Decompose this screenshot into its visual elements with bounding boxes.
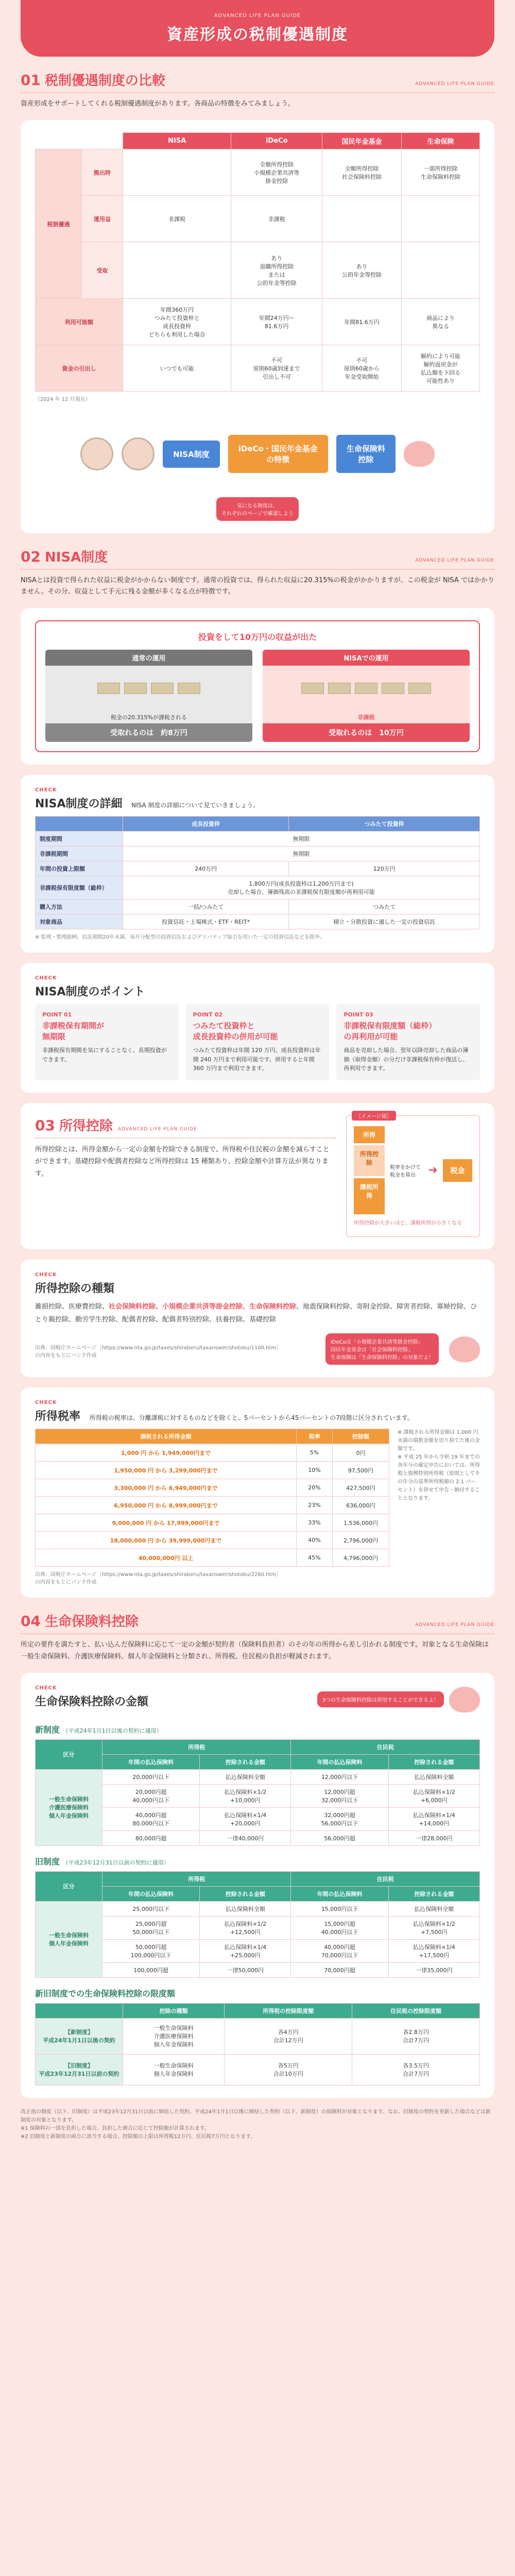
deduction-card	[21, 1103, 494, 1249]
section-title: NISA制度	[44, 550, 108, 566]
cell: 全額所得控除 社会保険料控除	[322, 149, 402, 196]
limit-table	[35, 2003, 480, 2086]
section-number: 04	[21, 1613, 41, 1630]
point-desc: 非課税保有期間を気にすることなく、長期投資ができます。	[42, 1047, 167, 1063]
cell: あり 退職所得控除 または 公的年金等控除	[231, 242, 322, 299]
col-kokumin: 国民年金基金	[322, 133, 402, 149]
cell: 不可 原則60歳到達まで 引出し不可	[231, 345, 322, 392]
cell: 払込保険料×1/2 +6,000円	[388, 1784, 479, 1807]
cell: 3,300,000 円 から 6,949,000円まで	[36, 1479, 297, 1497]
subsection-title	[35, 795, 480, 811]
cell: 商品により 異なる	[401, 299, 479, 345]
subsection-title: 生命保険料控除の金額	[35, 1695, 149, 1708]
col-ideco: iDeCo	[231, 133, 322, 149]
life-insurance-link-button[interactable]: 生命保険料 控除	[336, 435, 396, 473]
bill-icon	[382, 683, 404, 694]
point-number: POINT 01	[42, 1011, 72, 1019]
point-number: POINT 02	[193, 1011, 223, 1019]
nisa-link-button[interactable]: NISA制度	[163, 440, 220, 468]
subsection-subtitle: NISA 制度の詳細について見ていきましょう。	[131, 802, 260, 809]
cell: 20,000円超 40,000円以下	[102, 1784, 200, 1807]
cell: あり 公的年金等控除	[322, 242, 402, 299]
col-head-blank	[36, 2003, 123, 2018]
cell	[322, 196, 402, 242]
point-card	[186, 1004, 330, 1080]
col-seimei: 生命保険	[401, 133, 479, 149]
cell: 40,000円超 70,000円以下	[291, 1939, 388, 1962]
kinds-highlight: 社会保険料控除、小規模企業共済等掛金控除、生命保険料控除	[109, 1303, 297, 1311]
subsection-title: NISA制度のポイント	[35, 986, 145, 999]
cell: 各4万円 合計12万円	[225, 2018, 352, 2054]
point-desc: つみたて投資枠は年間 120 万円、成長投資枠は年間 240 万円まで利用可能です。併用すると年間 360 万円まで利用できます。	[193, 1047, 321, 1072]
normal-head: 通常の運用	[45, 650, 252, 666]
new-system-subtitle: （平成24年1月1日以後の契約に適用）	[62, 1727, 162, 1734]
life-insurance-card	[21, 1673, 494, 2098]
cell: 1,536,000円	[333, 1514, 389, 1532]
section-02-header	[21, 547, 494, 570]
old-system-title	[35, 1855, 480, 1867]
cell: 一律40,000円	[200, 1831, 291, 1845]
kinds-text-a: 雑損控除、医療費控除、	[35, 1303, 109, 1311]
cell: 各5万円 合計10万円	[225, 2054, 352, 2085]
cell: 25,000円超 50,000円以下	[102, 1916, 200, 1939]
kinds-source: 出典：国税庁ホームページ［https://www.nta.go.jp/taxes/shiraberu/taxanswer/shotoku/1100.htm］ の内容をもとにバンク作成	[35, 1345, 282, 1359]
point-number: POINT 03	[344, 1011, 373, 1019]
cell: 無期限	[123, 846, 480, 861]
cell: 一律35,000円	[388, 1962, 479, 1977]
cell: 払込保険料全額	[388, 1901, 479, 1916]
cell: 240万円	[123, 861, 289, 876]
old-system-table	[35, 1871, 480, 1978]
point-desc: 商品を売却した場合、翌年以降売却した商品の簿価（取得金額）の分だけ非課税保有枠が復活し、再利用できます。	[344, 1047, 469, 1072]
top-banner	[21, 0, 494, 57]
compare-title: 投資をして10万円の収益が出た	[198, 632, 317, 642]
cell: 1,950,000 円 から 3,299,000円まで	[36, 1462, 297, 1479]
bill-icon	[151, 683, 174, 694]
limit-title: 新旧制度での生命保険料控除の限度額	[35, 1988, 176, 1998]
nisa-head: NISAでの運用	[263, 650, 470, 666]
bill-icon	[328, 683, 351, 694]
col-head: 控除される金額	[388, 1886, 479, 1901]
cell: 一般生命保険料 介護医療保険料 個人年金保険料	[123, 2018, 225, 2054]
woman-avatar-icon	[80, 437, 113, 470]
nisa-compare	[35, 620, 480, 752]
normal-column	[45, 650, 252, 742]
cell: 年間360万円 つみたて投資枠と 成長投資枠 どちらも利用した場合	[123, 299, 231, 345]
tax-rate-card	[21, 1387, 494, 1598]
cell: 払込保険料全額	[388, 1769, 479, 1784]
bill-icon	[355, 683, 377, 694]
deduction-kinds-card	[21, 1260, 494, 1377]
cell	[401, 242, 479, 299]
row-label: 資金の引出し	[36, 345, 123, 392]
col-head: 区分	[36, 1871, 102, 1901]
check-label: CHECK	[35, 975, 57, 981]
section-lead: 資産形成をサポートしてくれる税制優遇制度があります。各商品の特徴をみてみましょう。	[21, 100, 295, 108]
cell: 払込保険料×1/4 +20,000円	[200, 1807, 291, 1831]
col-head: 区分	[36, 1739, 102, 1769]
normal-result: 受取れるのは 約8万円	[45, 723, 252, 742]
col-head: 住民税の控除限度額	[352, 2003, 480, 2018]
cell: 636,000円	[333, 1497, 389, 1514]
cell: 9,000,000 円 から 17,999,000円まで	[36, 1514, 297, 1532]
col-head: 控除額	[333, 1429, 389, 1444]
cell: 払込保険料×1/4 +17,500円	[388, 1939, 479, 1962]
check-label: CHECK	[35, 1685, 57, 1691]
cell: 各2.8万円 合計7万円	[352, 2018, 480, 2054]
deduction-image-diagram	[346, 1115, 480, 1237]
nisa-detail-table	[35, 816, 480, 929]
pig-mascot-icon	[404, 441, 435, 467]
old-system-subtitle: （平成23年12月31日以前の契約に適用）	[62, 1859, 169, 1866]
old-system-title-text: 旧制度	[35, 1856, 60, 1867]
arrow-right-icon: ➜	[428, 1164, 438, 1177]
subsection-title-text: NISA制度の詳細	[35, 798, 123, 811]
row-label: 対象商品	[36, 914, 123, 929]
comparison-table	[35, 132, 480, 392]
section-title: 所得控除	[59, 1118, 113, 1134]
speech-bubble: iDeCoは「小規模企業共済等掛金控除」 国民年金基金は「社会保険料控除」 生命保険は「生命保険料控除」の対象だよ！	[325, 1333, 439, 1365]
cell: 払込保険料×1/2 +7,500円	[388, 1916, 479, 1939]
normal-tax: 税金の20.315%が課税される	[45, 711, 252, 723]
arrow-text: 所得控除が大きいほど、課税所得が小さくなる	[354, 1221, 462, 1227]
cell: 不可 原則60歳から 年金受取開始	[322, 345, 402, 392]
cell: 15,000円超 40,000円以下	[291, 1916, 388, 1939]
nisa-compare-card	[21, 608, 494, 765]
col-head: 成長投資枠	[123, 817, 289, 832]
cell: 払込保険料×1/4 +14,000円	[388, 1807, 479, 1831]
cell: 払込保険料×1/2 +12,500円	[200, 1916, 291, 1939]
cell: 1,800万円(成長投資枠は1,200万円まで) 売却した場合、簿価残高の非課税保有限度額が再利用可能	[123, 876, 480, 900]
point-title: 非課税保有限度額（総枠） の再利用が可能	[344, 1021, 437, 1042]
row-label: 一般生命保険料 介護医療保険料 個人年金保険料	[36, 1769, 102, 1845]
point-title: つみたて投資枠と 成長投資枠の併用が可能	[193, 1021, 278, 1042]
section-04-header	[21, 1611, 494, 1634]
col-head-resident-tax: 住民税	[291, 1739, 480, 1754]
taxable-note: 税率をかけて 税金を算出	[390, 1164, 421, 1178]
cell: 5%	[297, 1444, 333, 1462]
check-label: CHECK	[35, 1272, 57, 1278]
point-card	[35, 1004, 179, 1080]
cell: 払込保険料×1/2 +10,000円	[200, 1784, 291, 1807]
row-label: 一般生命保険料 個人年金保険料	[36, 1901, 102, 1977]
rate-source: 出典：国税庁ホームページ［https://www.nta.go.jp/taxes/shiraberu/taxanswer/shotoku/2260.htm］ の内容をもとにバンク作成	[35, 1572, 282, 1586]
cell: 40%	[297, 1532, 333, 1549]
col-head: 控除される金額	[200, 1886, 291, 1901]
row-label: 【旧制度】 平成23年12月31日以前の契約	[36, 2054, 123, 2085]
rate-side-note: ※ 課税される所得金額は 1,000 円未満の端数金額を切り捨てた後の金額です。 ※ 平成 25 年から令和 19 年までの各年分の確定申告においては、所得税と復興特別所得税（原則としてその年分の基準所得税額の 2.1 パーセント）を併せて申告・納付することとなります。	[398, 1430, 480, 1502]
row-label: 非課税保有限度額（総枠）	[36, 876, 123, 900]
cell: 投資信託・上場株式・ETF・REIT*	[123, 914, 289, 929]
col-head: 年間の払込保険料	[102, 1754, 200, 1769]
cell: 年間24万円～ 81.6万円	[231, 299, 322, 345]
cell	[123, 242, 231, 299]
cell: 12,000円以下	[291, 1769, 388, 1784]
section-tag: ADVANCED LIFE PLAN GUIDE	[415, 558, 494, 564]
cell: 50,000円超 100,000円以下	[102, 1939, 200, 1962]
col-head-income-tax: 所得税	[102, 1739, 291, 1754]
cell: 32,000円超 56,000円以下	[291, 1807, 388, 1831]
taxable-box: 課税所得	[354, 1178, 385, 1214]
pig-mascot-icon	[449, 1336, 480, 1362]
cell: 一括/つみたて	[123, 900, 289, 914]
cell: 解約により可能 解約返戻金が 払込額を下回る 可能性あり	[401, 345, 479, 392]
section-tag: ADVANCED LIFE PLAN GUIDE	[415, 1622, 494, 1628]
nav-buttons-row	[35, 413, 480, 495]
man-avatar-icon	[122, 437, 154, 470]
cell: 427,500円	[333, 1479, 389, 1497]
section-number: 03	[35, 1117, 55, 1134]
check-label: CHECK	[35, 787, 57, 793]
bill-icon	[408, 683, 431, 694]
kinds-text-b: 、地震保険料控除、寄附金控除、障害者控除、寡婦控除、ひとり親控除、勤労学生控除、配偶者控除、配偶者特別控除、扶養控除、基礎控除	[35, 1303, 477, 1324]
bill-icon	[124, 683, 147, 694]
subsection-title	[35, 1408, 480, 1423]
cell: 6,950,000 円 から 8,999,000円まで	[36, 1497, 297, 1514]
col-head: 税率	[297, 1429, 333, 1444]
cell: 10%	[297, 1462, 333, 1479]
row-label: 制度期間	[36, 832, 123, 846]
ideco-link-button[interactable]: iDeCo・国民年金基金 の特徴	[228, 435, 328, 473]
tax-rate-table	[35, 1429, 389, 1567]
bill-icon	[178, 683, 200, 694]
cell: 1,000 円 から 1,949,000円まで	[36, 1444, 297, 1462]
cell: つみたて	[289, 900, 480, 914]
col-head: 控除の種類	[123, 2003, 225, 2018]
cell: 2,796,000円	[333, 1532, 389, 1549]
row-label: 利用可能額	[36, 299, 123, 345]
cell: 33%	[297, 1514, 333, 1532]
col-head: 年間の払込保険料	[102, 1886, 200, 1901]
section-lead: 所得控除とは、所得金額から一定の金額を控除できる制度で、所得税や住民税の金額を減らすことができます。基礎控除や配偶者控除など所得控除は 15 種類あり、控除金額や計算方法が異なります。	[35, 1146, 330, 1178]
deduction-kinds-text	[35, 1301, 480, 1326]
cell: 56,000円超	[291, 1831, 388, 1845]
check-label: CHECK	[35, 1400, 57, 1406]
new-system-title	[35, 1723, 480, 1735]
cell: 20%	[297, 1479, 333, 1497]
row-label: 年間の投資上限額	[36, 861, 123, 876]
speech-bubble: 気になる制度は、 それぞれのページで確認しよう	[216, 497, 299, 521]
cell: 45%	[297, 1549, 333, 1567]
col-head: 所得税の控除限度額	[225, 2003, 352, 2018]
section-tag: ADVANCED LIFE PLAN GUIDE	[117, 1127, 197, 1132]
cell: 一部所得控除 生命保険料控除	[401, 149, 479, 196]
cell: 無期限	[123, 832, 480, 846]
cell: 100,000円超	[102, 1962, 200, 1977]
col-head-income-tax: 所得税	[102, 1871, 291, 1886]
cell: 80,000円超	[102, 1831, 200, 1845]
cell: 年間81.6万円	[322, 299, 402, 345]
cell: 15,000円以下	[291, 1901, 388, 1916]
cell: 一律50,000円	[200, 1962, 291, 1977]
col-head: 年間の払込保険料	[291, 1886, 388, 1901]
deduct-box: 所得控除	[354, 1145, 385, 1176]
speech-bubble: 3つの生命保険料控除は併用することができるよ！	[317, 1691, 444, 1707]
cell: 非課税	[123, 196, 231, 242]
row-label: 非課税期間	[36, 846, 123, 861]
footer-note: 改正前の制度（以下、旧制度）は平成23年12月31日以前に締結した契約、平成24年1月1日以後に締結した契約（以下、新制度）の保険料が対象となります。なお、旧制度の契約を更新した場合などは新制度の対象となります。 ※1 保険料の一部を負担した場合、負担した割合に応じて控除額が計算されます。 ※2 旧制度と新制度の両方に該当する場合、控除額の上限は所得税12万円、住民税7万円となります。	[21, 2109, 491, 2140]
cell: 4,796,000円	[333, 1549, 389, 1567]
cell: 払込保険料全額	[200, 1901, 291, 1916]
cell: 20,000円以下	[102, 1769, 200, 1784]
cell: 40,000円超 80,000円以下	[102, 1807, 200, 1831]
bill-icon	[301, 683, 324, 694]
cell	[401, 196, 479, 242]
subsection-title: 所得控除の種類	[35, 1282, 115, 1296]
cell: 全額所得控除 小規模企業共済等 掛金控除	[231, 149, 322, 196]
section-lead: NISAとは投資で得られた収益に税金がかからない制度です。通常の投資では、得られた収益に20.315%の税金がかかりますが、この税金が NISA ではかかりません。その分、収益として手元に残る金額が多くなる点が特徴です。	[21, 577, 494, 596]
subsection-subtitle: 所得税の税率は、分離課税に対するものなどを除くと、5パーセントから45パーセントの7段階に区分されています。	[89, 1414, 414, 1422]
nisa-tax: 非課税	[263, 711, 470, 723]
subsection-title-text: 所得税率	[35, 1410, 81, 1423]
banner-subtitle: ADVANCED LIFE PLAN GUIDE	[214, 12, 301, 19]
section-lead: 所定の要件を満たすと、払い込んだ保険料に応じて一定の金額が契約者（保険料負担者）のその年の所得から差し引かれる制度です。対象となる生命保険は一般生命保険料、介護医療保険料、個人年金保険料と分類され、所得税、住民税の負担が軽減されます。	[21, 1641, 489, 1660]
cell: 18,000,000 円 から 39,999,000円まで	[36, 1532, 297, 1549]
nisa-detail-card	[21, 775, 494, 953]
points-row	[35, 1004, 480, 1080]
pig-mascot-icon	[449, 1687, 480, 1713]
bill-icon	[97, 683, 120, 694]
section-number: 02	[21, 548, 41, 566]
cell: 40,000,000円 以上	[36, 1549, 297, 1567]
cell: 一般生命保険料 個人年金保険料	[123, 2054, 225, 2085]
cell: 一律28,000円	[388, 1831, 479, 1845]
row-group-tax: 税制優遇	[36, 149, 82, 299]
comparison-note: （2024 年 12 月現在）	[35, 397, 91, 403]
new-system-title-text: 新制度	[35, 1724, 60, 1735]
nisa-column	[263, 650, 470, 742]
cell	[123, 149, 231, 196]
col-head: 課税される所得金額	[36, 1429, 297, 1444]
page-title: 資産形成の税制優遇制度	[167, 25, 348, 44]
col-nisa: NISA	[123, 133, 231, 149]
cell: 非課税	[231, 196, 322, 242]
row-label: 運用益	[82, 196, 123, 242]
nisa-points-card	[21, 963, 494, 1093]
point-card	[336, 1004, 480, 1080]
col-head	[36, 817, 123, 832]
cell: 各3.5万円 合計7万円	[352, 2054, 480, 2085]
cell: 払込保険料×1/4 +25,000円	[200, 1939, 291, 1962]
section-title: 生命保険料控除	[44, 1614, 139, 1630]
cell: 70,000円超	[291, 1962, 388, 1977]
row-label: 購入方法	[36, 900, 123, 914]
row-label: 受取	[82, 242, 123, 299]
row-label: 【新制度】 平成24年1月1日以後の契約	[36, 2018, 123, 2054]
section-title: 税制優遇制度の比較	[44, 73, 165, 89]
section-01-header	[21, 70, 494, 93]
nisa-result: 受取れるのは 10万円	[263, 723, 470, 742]
row-label: 拠出時	[82, 149, 123, 196]
col-head: 年間の払込保険料	[291, 1754, 388, 1769]
cell: 25,000円以下	[102, 1901, 200, 1916]
col-head: つみたて投資枠	[289, 817, 480, 832]
new-system-table	[35, 1739, 480, 1846]
image-tag: ［イメージ図］	[352, 1111, 396, 1121]
cell: 120万円	[289, 861, 480, 876]
cell: 払込保険料全額	[200, 1769, 291, 1784]
tax-box: 税金	[443, 1159, 472, 1182]
point-title: 非課税保有期間が 無期限	[42, 1021, 105, 1042]
cell: 97,500円	[333, 1462, 389, 1479]
section-tag: ADVANCED LIFE PLAN GUIDE	[415, 81, 494, 87]
cell: 積立・分散投資に適した一定の投資信託	[289, 914, 480, 929]
cell: 0円	[333, 1444, 389, 1462]
col-head: 控除される金額	[388, 1754, 479, 1769]
cell: 23%	[297, 1497, 333, 1514]
cell: 12,000円超 32,000円以下	[291, 1784, 388, 1807]
cell: いつでも可能	[123, 345, 231, 392]
detail-note: ※ 監理・整理銘柄、信託期間20年未満、毎月分配型の投資信託およびデリバティブ取引を用いた一定の投資信託などを除外。	[35, 935, 325, 941]
comparison-card	[21, 120, 494, 533]
col-head: 控除される金額	[200, 1754, 291, 1769]
income-box: 所得	[354, 1126, 385, 1143]
section-number: 01	[21, 72, 41, 89]
col-head-resident-tax: 住民税	[291, 1871, 480, 1886]
